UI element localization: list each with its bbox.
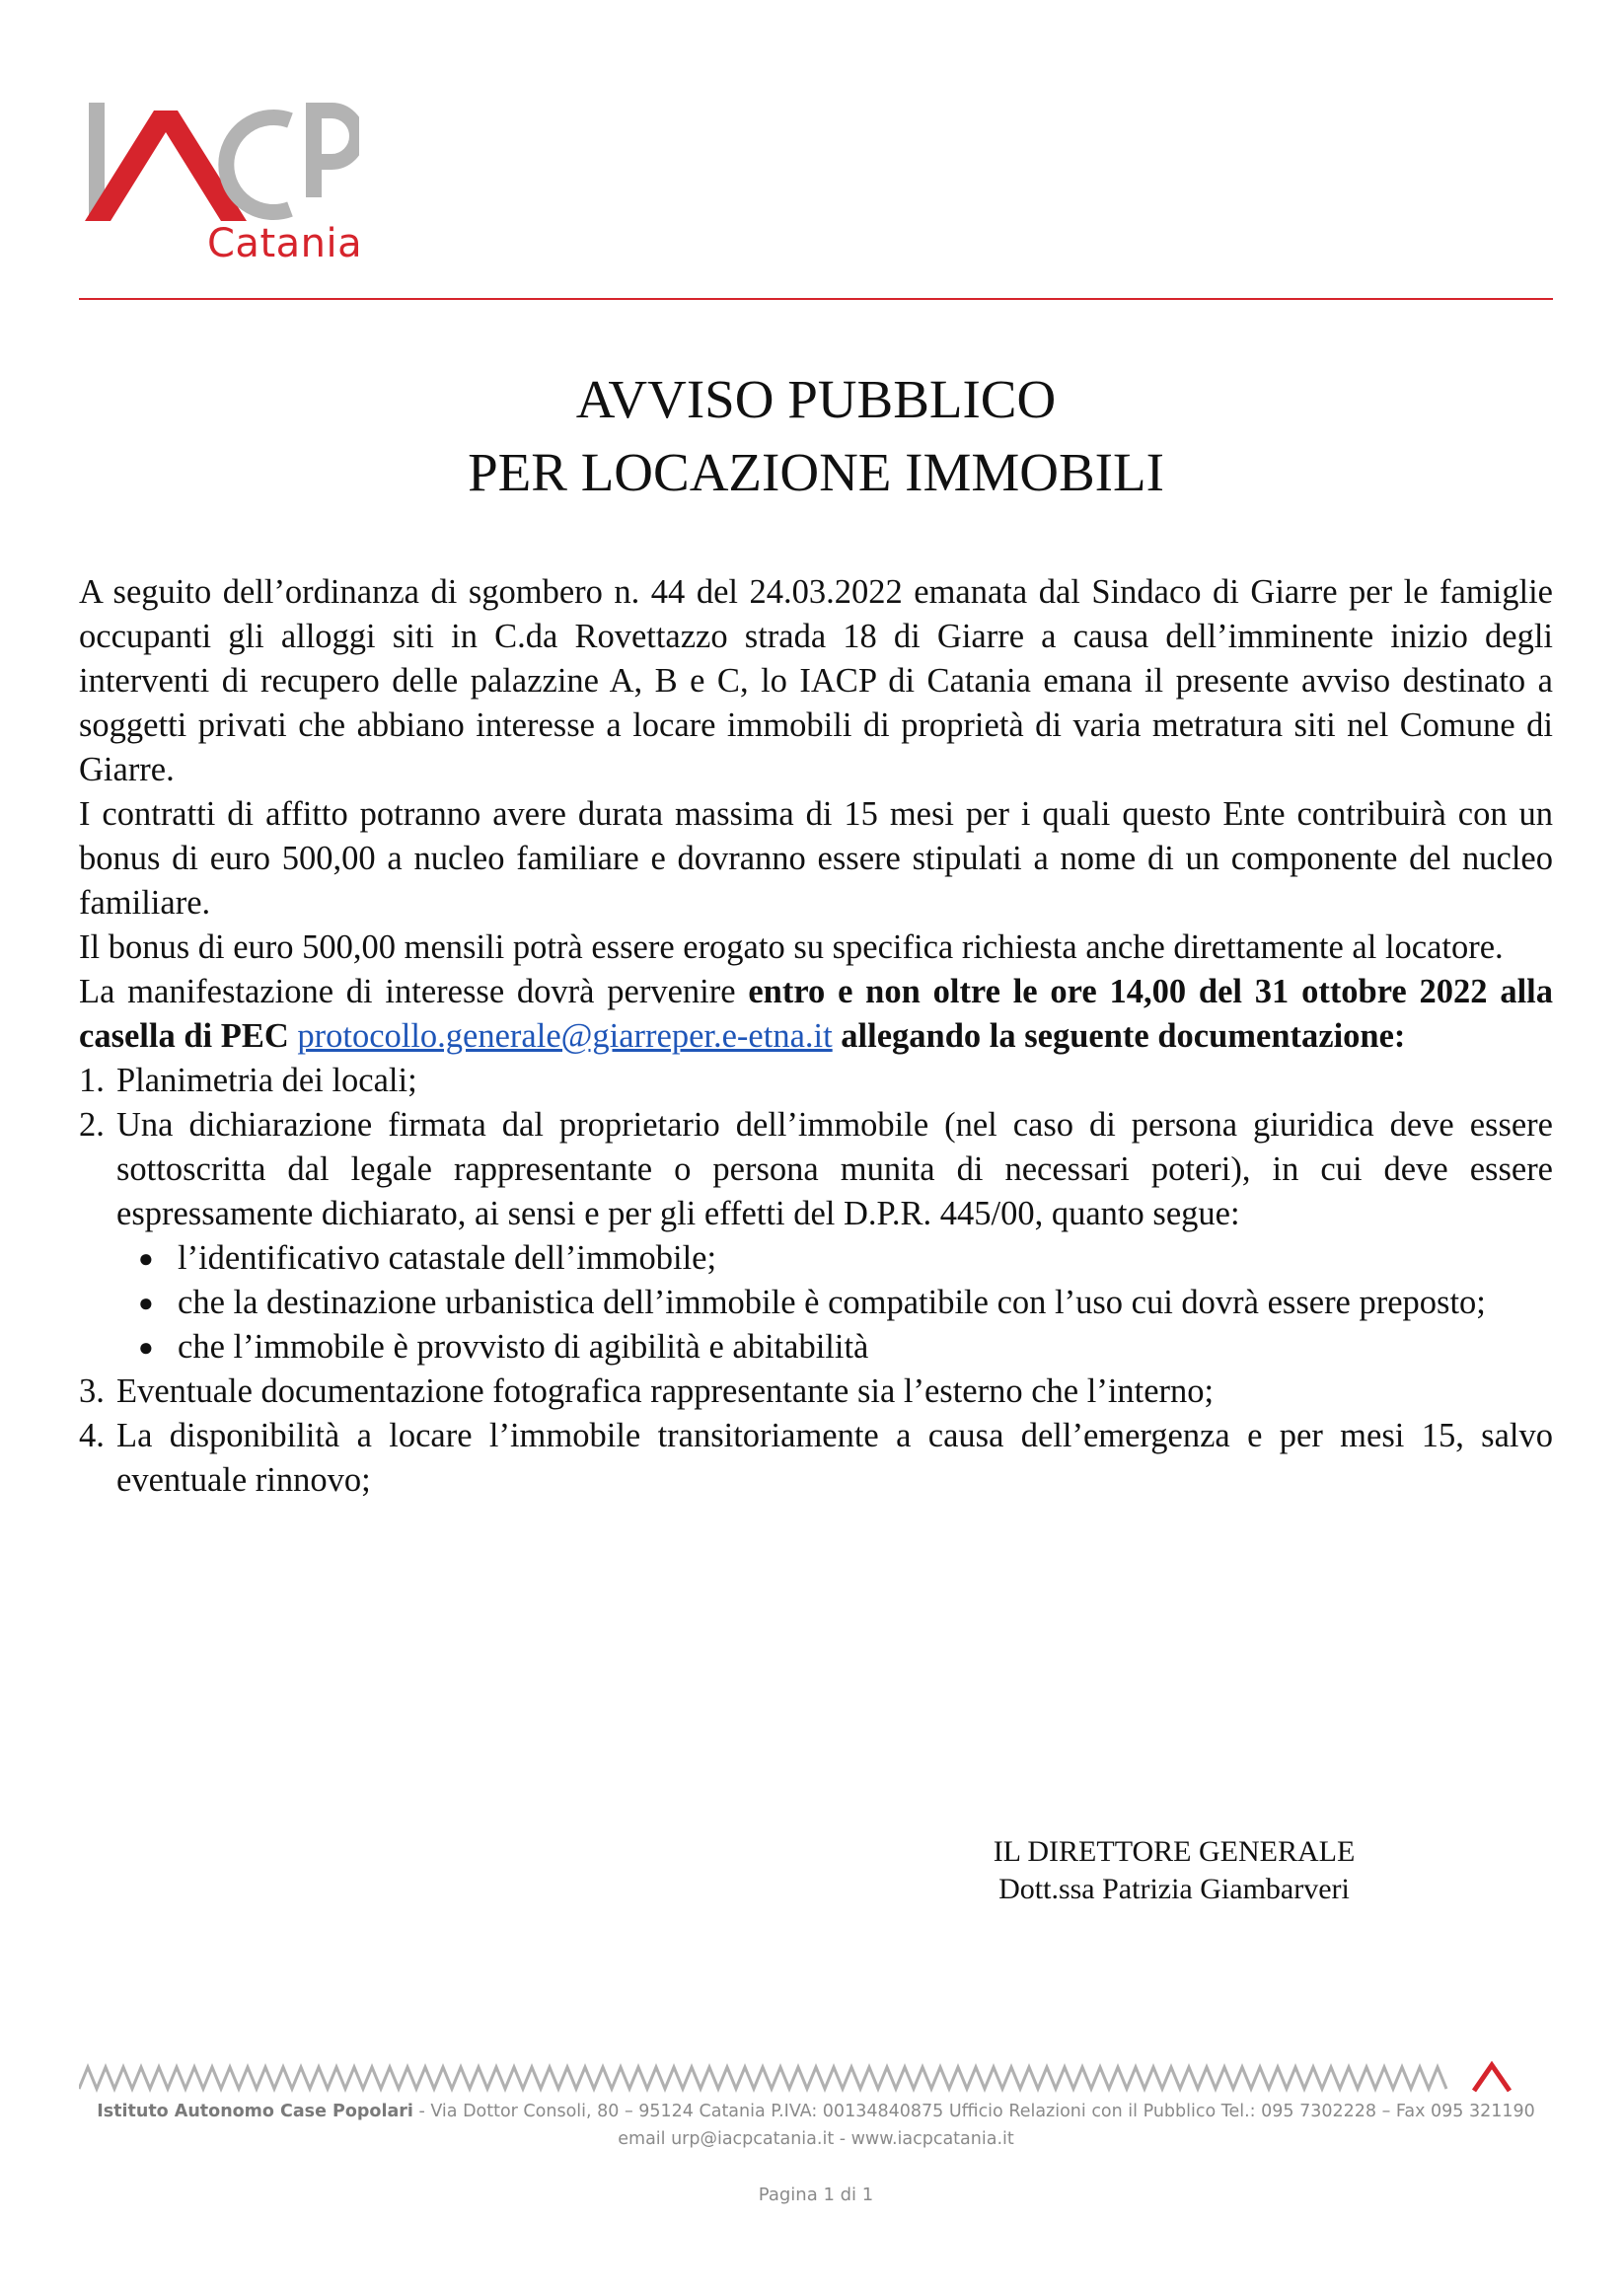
paragraph-deadline	[79, 970, 1553, 1059]
page-number: Pagina 1 di 1	[758, 2185, 874, 2205]
list-item	[79, 1059, 1553, 1103]
bullet-icon: ●	[138, 1289, 154, 1317]
list-item-number: 1.	[79, 1062, 105, 1099]
signature-block	[918, 1833, 1431, 1908]
iacp-logo-mark	[83, 99, 359, 227]
list-item-number: 2.	[79, 1106, 105, 1144]
iacp-logo	[83, 99, 363, 271]
sub-list-item-text: che la destinazione urbanistica dell’immobile è compatibile con l’uso cui dovrà essere preposto;	[178, 1284, 1486, 1321]
document-title	[79, 363, 1553, 509]
footer-contacts: email urp@iacpcatania.it - www.iacpcatania.it	[618, 2129, 1014, 2149]
footer-address	[79, 2102, 1553, 2121]
list-item	[79, 1414, 1553, 1503]
list-item	[79, 1370, 1553, 1414]
list-item-number: 3.	[79, 1372, 105, 1410]
bullet-icon: ●	[138, 1333, 154, 1362]
paragraph-contracts: I contratti di affitto potranno avere durata massima di 15 mesi per i quali questo Ente contribuirà con un bonus di euro 500,00 a nucleo familiare e dovranno essere stipulati a nome di un componente del nucleo familiare.	[79, 795, 1553, 922]
list-item-number: 4.	[79, 1417, 105, 1454]
logo-city-name: Catania	[207, 221, 363, 266]
deadline-prefix: La manifestazione di interesse dovrà pervenire	[79, 973, 749, 1010]
signatory-name: Dott.ssa Patrizia Giambarveri	[998, 1873, 1350, 1905]
footer-org-name: Istituto Autonomo Case Popolari	[97, 2102, 413, 2121]
title-line-2: PER LOCAZIONE IMMOBILI	[468, 442, 1164, 502]
deadline-bold: entro e non oltre le ore 14,00 del 31 ottobre 2022 alla casella di PEC	[79, 973, 1554, 1055]
header-divider	[79, 298, 1553, 300]
list-item-text: Una dichiarazione firmata dal proprietario dell’immobile (nel caso di persona giuridica deve essere sottoscritta dal legale rappresentante o persona munita di necessari poteri), in cui deve essere espressamente dichiarato, ai sensi e per gli effetti del D.P.R. 445/00, quanto segue:	[116, 1106, 1553, 1232]
sub-list-item	[138, 1281, 1553, 1325]
sub-list-item	[138, 1236, 1553, 1281]
declaration-sublist	[116, 1236, 1553, 1370]
title-line-1: AVVISO PUBBLICO	[575, 369, 1057, 429]
requirements-list	[79, 1059, 1553, 1503]
documentation-bold: allegando la seguente documentazione:	[841, 1017, 1406, 1055]
pec-email-link[interactable]: protocollo.generale@giarreper.e-etna.it	[297, 1017, 833, 1055]
paragraph-ordinance: A seguito dell’ordinanza di sgombero n. 44 del 24.03.2022 emanata dal Sindaco di Giarre per le famiglie occupanti gli alloggi siti in C.da Rovettazzo strada 18 di Giarre a causa dell’imminente inizio degli interventi di recupero delle palazzine A, B e C, lo IACP di Catania emana il presente avviso destinato a soggetti privati che abbiano interesse a locare immobili di proprietà di varia metratura siti nel Comune di Giarre.	[79, 573, 1553, 788]
paragraph-bonus: Il bonus di euro 500,00 mensili potrà essere erogato su specifica richiesta anche direttamente al locatore.	[79, 928, 1504, 966]
sub-list-item	[138, 1325, 1553, 1370]
footer-zigzag-decoration	[79, 2059, 1553, 2093]
sub-list-item-text: l’identificativo catastale dell’immobile;	[178, 1239, 717, 1277]
sub-list-item-text: che l’immobile è provvisto di agibilità e abitabilità	[178, 1328, 869, 1366]
document-body	[79, 570, 1553, 1503]
list-item-text: Eventuale documentazione fotografica rappresentante sia l’esterno che l’interno;	[116, 1372, 1215, 1410]
list-item	[79, 1103, 1553, 1370]
signatory-role: IL DIRETTORE GENERALE	[993, 1835, 1356, 1868]
list-item-text: La disponibilità a locare l’immobile transitoriamente a causa dell’emergenza e per mesi 15, salvo eventuale rinnovo;	[116, 1417, 1553, 1499]
list-item-text: Planimetria dei locali;	[116, 1062, 417, 1099]
footer-address-text: - Via Dottor Consoli, 80 – 95124 Catania P.IVA: 00134840875 Ufficio Relazioni con il Pubblico Tel.: 095 7302228 – Fax 095 321190	[412, 2102, 1535, 2121]
bullet-icon: ●	[138, 1244, 154, 1273]
